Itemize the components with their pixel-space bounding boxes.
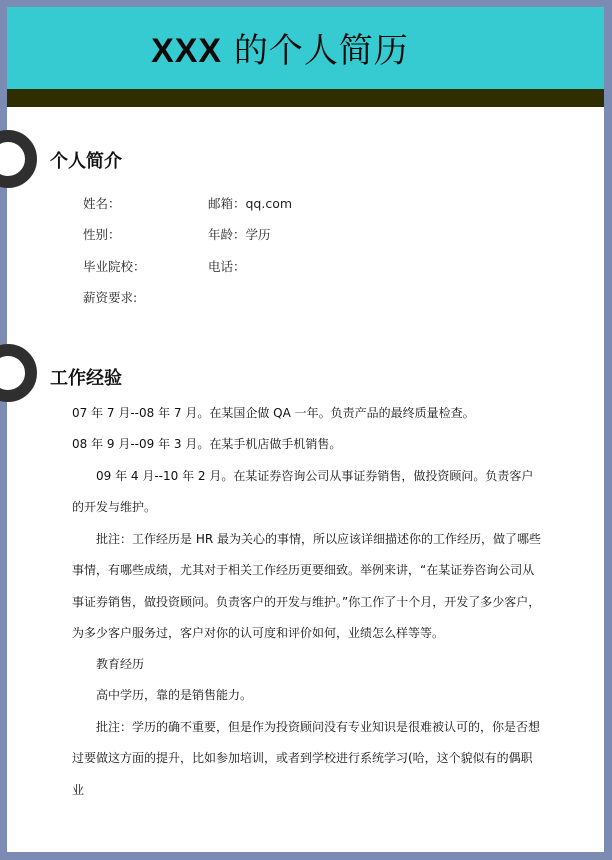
field-gender: 性别： bbox=[83, 227, 121, 242]
note-paragraph: 批注：学历的确不重要，但是作为投资顾问没有专业知识是很难被认可的，你是否想过要做这方面的提升，比如参加培训，或者到学校进行系统学习(哈，这个貌似有的偶职业 bbox=[72, 720, 541, 797]
note-paragraph: 批注：工作经历是 HR 最为关心的事情，所以应该详细描述你的工作经历，做了哪些事情，有哪些成绩，尤其对于相关工作经历更要细致。举例来讲，“在某证券咨询公司从事证券销售，做投资顾问。负责客户的开发与维护。”你工作了十个月，开发了多少客户，为多少客户服务过，客户对你的认可度和评价如何，业绩怎么样等等。 bbox=[72, 532, 541, 641]
section-ring-icon bbox=[0, 344, 37, 402]
field-school: 毕业院校： bbox=[83, 259, 146, 274]
section-title-experience: 工作经验 bbox=[50, 368, 122, 389]
resume-page bbox=[7, 7, 604, 852]
section-ring-icon bbox=[0, 130, 37, 188]
experience-paragraph: 08 年 9 月--09 年 3 月。在某手机店做手机销售。 bbox=[72, 437, 342, 451]
education-heading: 教育经历 bbox=[96, 657, 145, 671]
experience-paragraph: 07 年 7 月--08 年 7 月。在某国企做 QA 一年。负责产品的最终质量检查。 bbox=[72, 406, 475, 420]
field-age: 年龄：学历 bbox=[208, 227, 271, 242]
section-title-profile: 个人简介 bbox=[50, 151, 122, 172]
resume-title bbox=[7, 23, 553, 72]
field-name: 姓名： bbox=[83, 196, 121, 211]
header-divider-bar bbox=[7, 89, 604, 107]
education-paragraph: 高中学历，靠的是销售能力。 bbox=[96, 688, 253, 702]
resume-title-rest: 的个人简历 bbox=[222, 31, 409, 71]
title-banner bbox=[7, 7, 604, 89]
field-salary: 薪资要求: bbox=[83, 290, 138, 305]
field-email: 邮箱：qq.com bbox=[208, 196, 293, 211]
experience-paragraph: 09 年 4 月--10 年 2 月。在某证券咨询公司从事证券销售，做投资顾问。负责客户的开发与维护。 bbox=[72, 469, 534, 515]
resume-title-name: XXX bbox=[151, 32, 223, 70]
field-phone: 电话： bbox=[208, 259, 246, 274]
